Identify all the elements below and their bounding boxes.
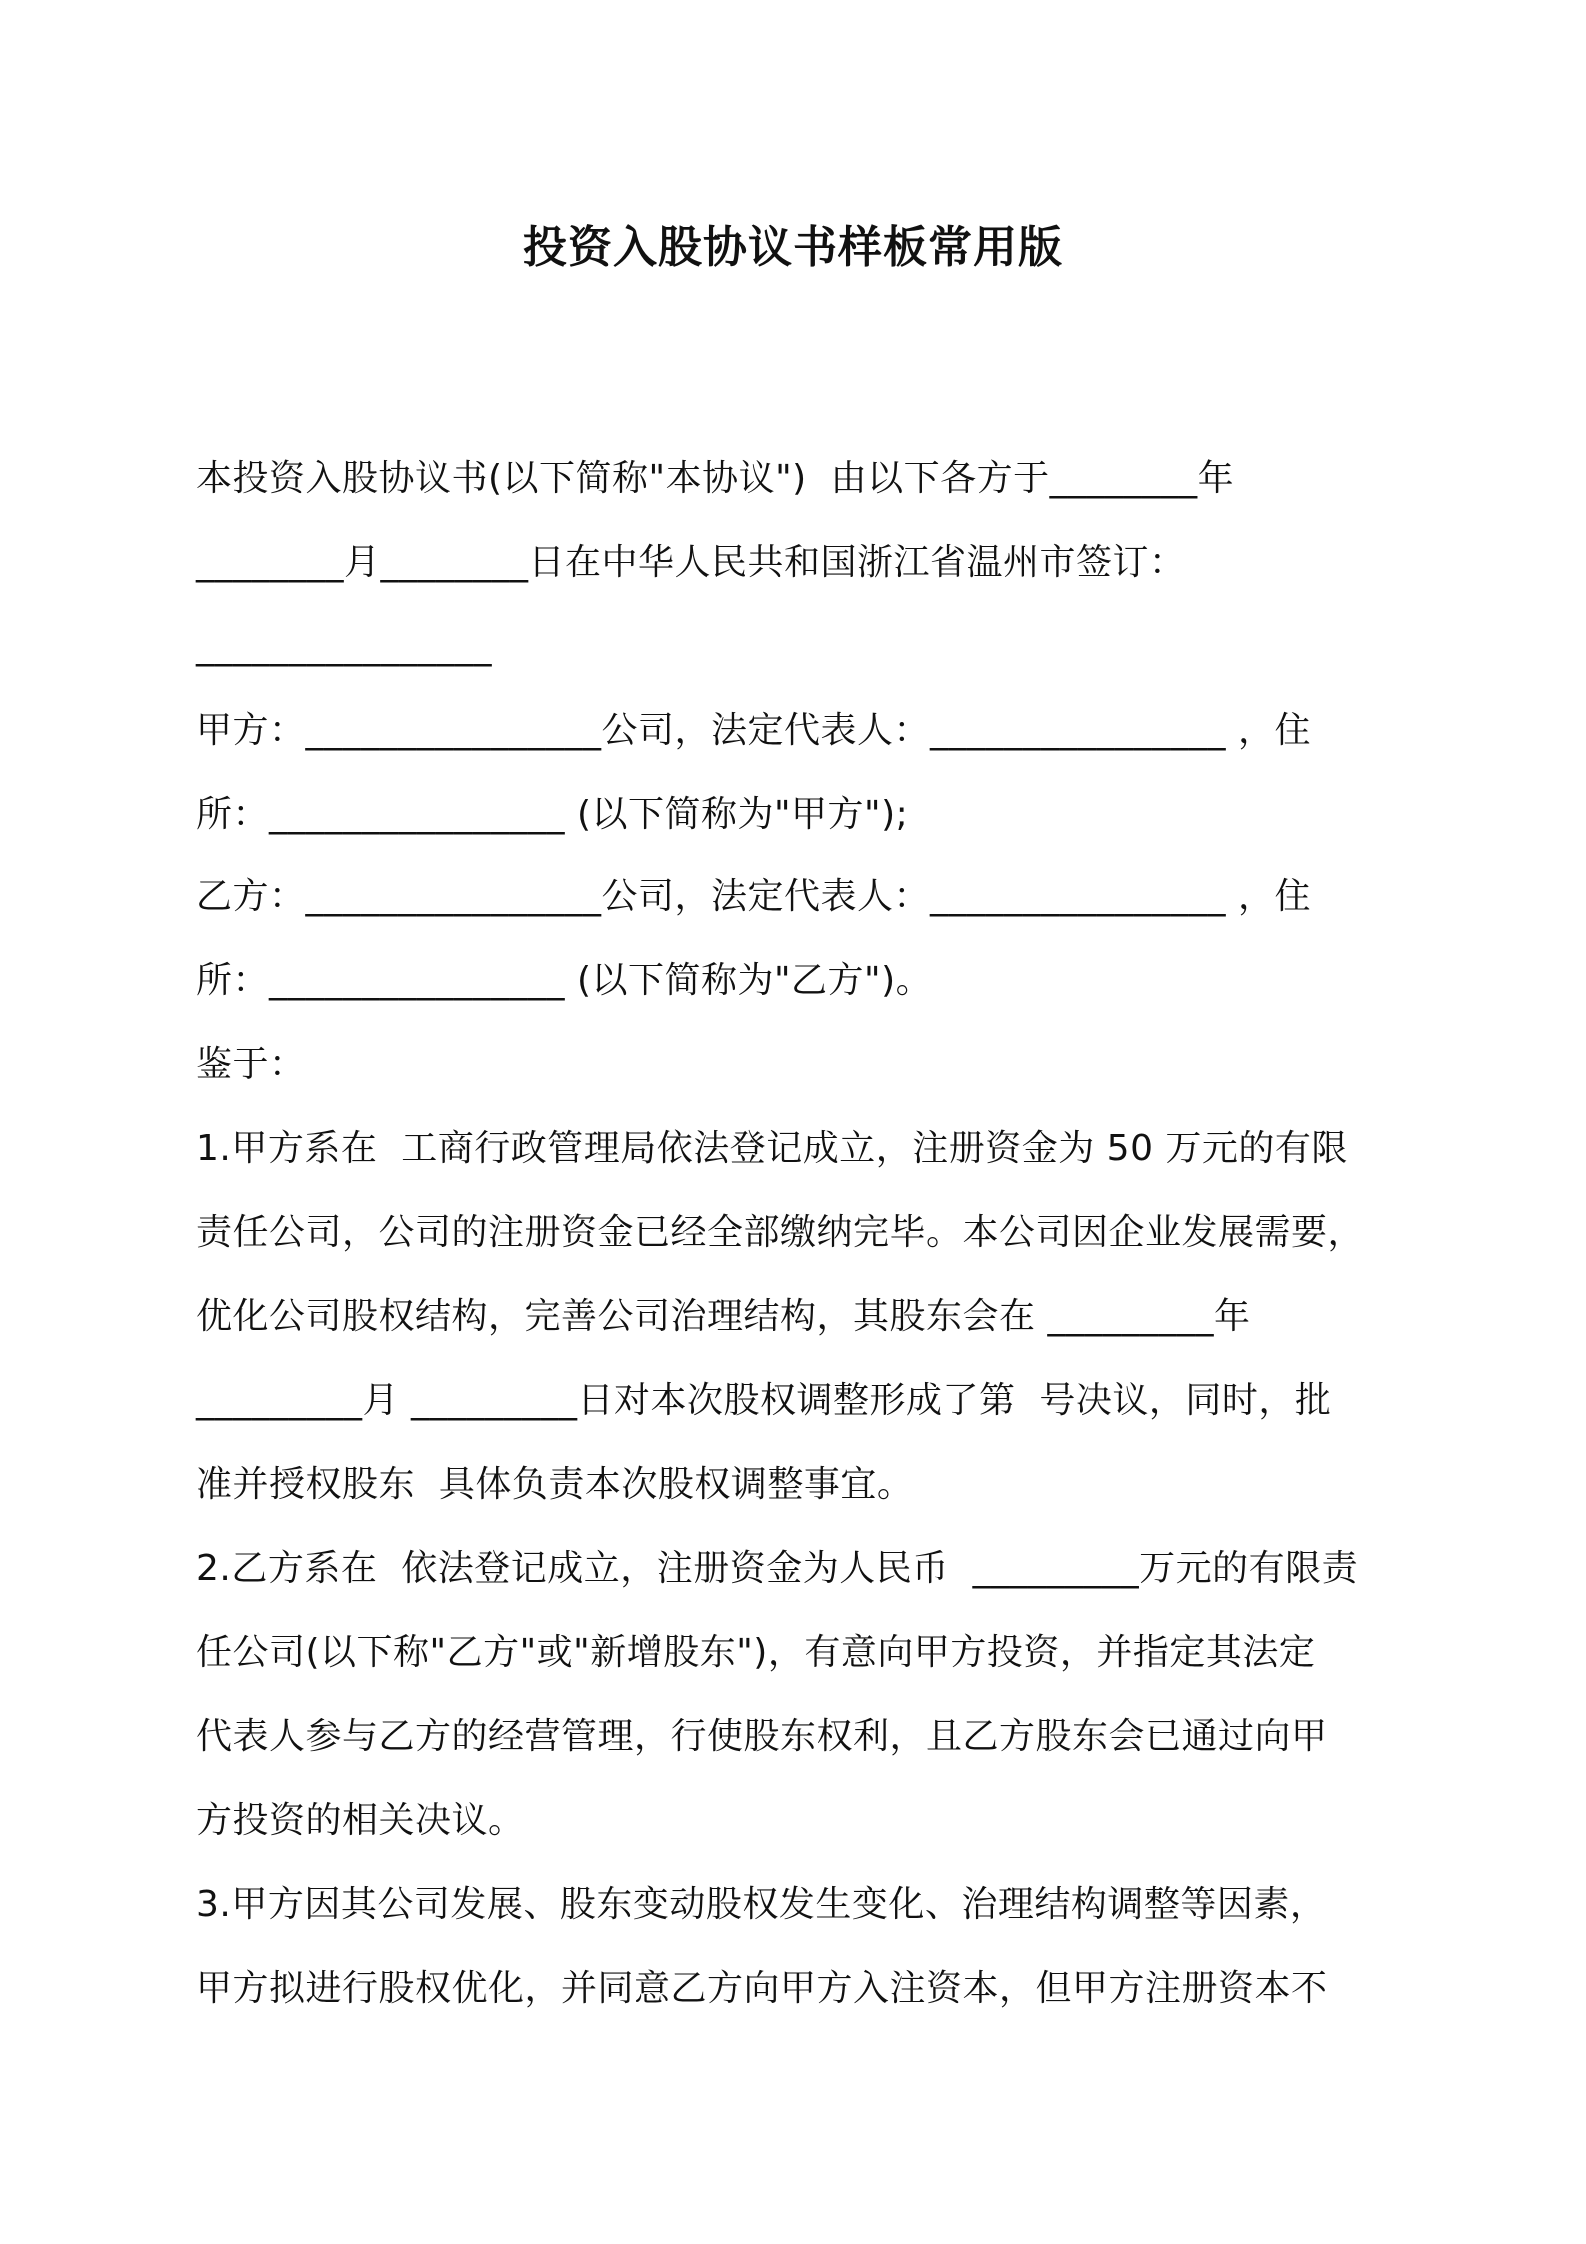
paragraph-line: 1.甲方系在 工商行政管理局依法登记成立，注册资金为 50 万元的有限 [196, 1128, 1348, 1169]
paragraph-line: 鉴于： [196, 1044, 306, 1085]
paragraph-line: 方投资的相关决议。 [196, 1800, 525, 1841]
paragraph-line: 2.乙方系在 依法登记成立，注册资金为人民币 _________万元的有限责 [196, 1548, 1359, 1589]
paragraph-line: 所：________________ (以下简称为"甲方"); [196, 794, 909, 835]
paragraph-line: ________________ [196, 626, 492, 667]
paragraph-line: 所：________________ (以下简称为"乙方")。 [196, 960, 933, 1001]
document-title: 投资入股协议书样板常用版 [523, 222, 1063, 273]
paragraph-line: 准并授权股东 具体负责本次股权调整事宜。 [196, 1464, 914, 1505]
paragraph-line: 甲方拟进行股权优化，并同意乙方向甲方入注资本，但甲方注册资本不 [196, 1968, 1328, 2009]
paragraph-line: 优化公司股权结构，完善公司治理结构，其股东会在 _________年 [196, 1296, 1251, 1337]
paragraph-line: 3.甲方因其公司发展、股东变动股权发生变化、治理结构调整等因素， [196, 1884, 1327, 1925]
paragraph-line: _________月 _________日对本次股权调整形成了第 号决议，同时，批 [196, 1380, 1332, 1421]
paragraph-line: 乙方：________________公司，法定代表人：________________ ，住 [196, 876, 1311, 917]
paragraph-line: 本投资入股协议书(以下简称"本协议") 由以下各方于________年 [196, 458, 1235, 499]
paragraph-line: 任公司(以下称"乙方"或"新增股东")，有意向甲方投资，并指定其法定 [196, 1632, 1316, 1673]
paragraph-line: 甲方：________________公司，法定代表人：________________ ，住 [196, 710, 1311, 751]
paragraph-line: 责任公司，公司的注册资金已经全部缴纳完毕。本公司因企业发展需要， [196, 1212, 1365, 1253]
paragraph-line: 代表人参与乙方的经营管理，行使股东权利，且乙方股东会已通过向甲 [196, 1716, 1328, 1757]
paragraph-line: ________月________日在中华人民共和国浙江省温州市签订： [196, 542, 1186, 583]
